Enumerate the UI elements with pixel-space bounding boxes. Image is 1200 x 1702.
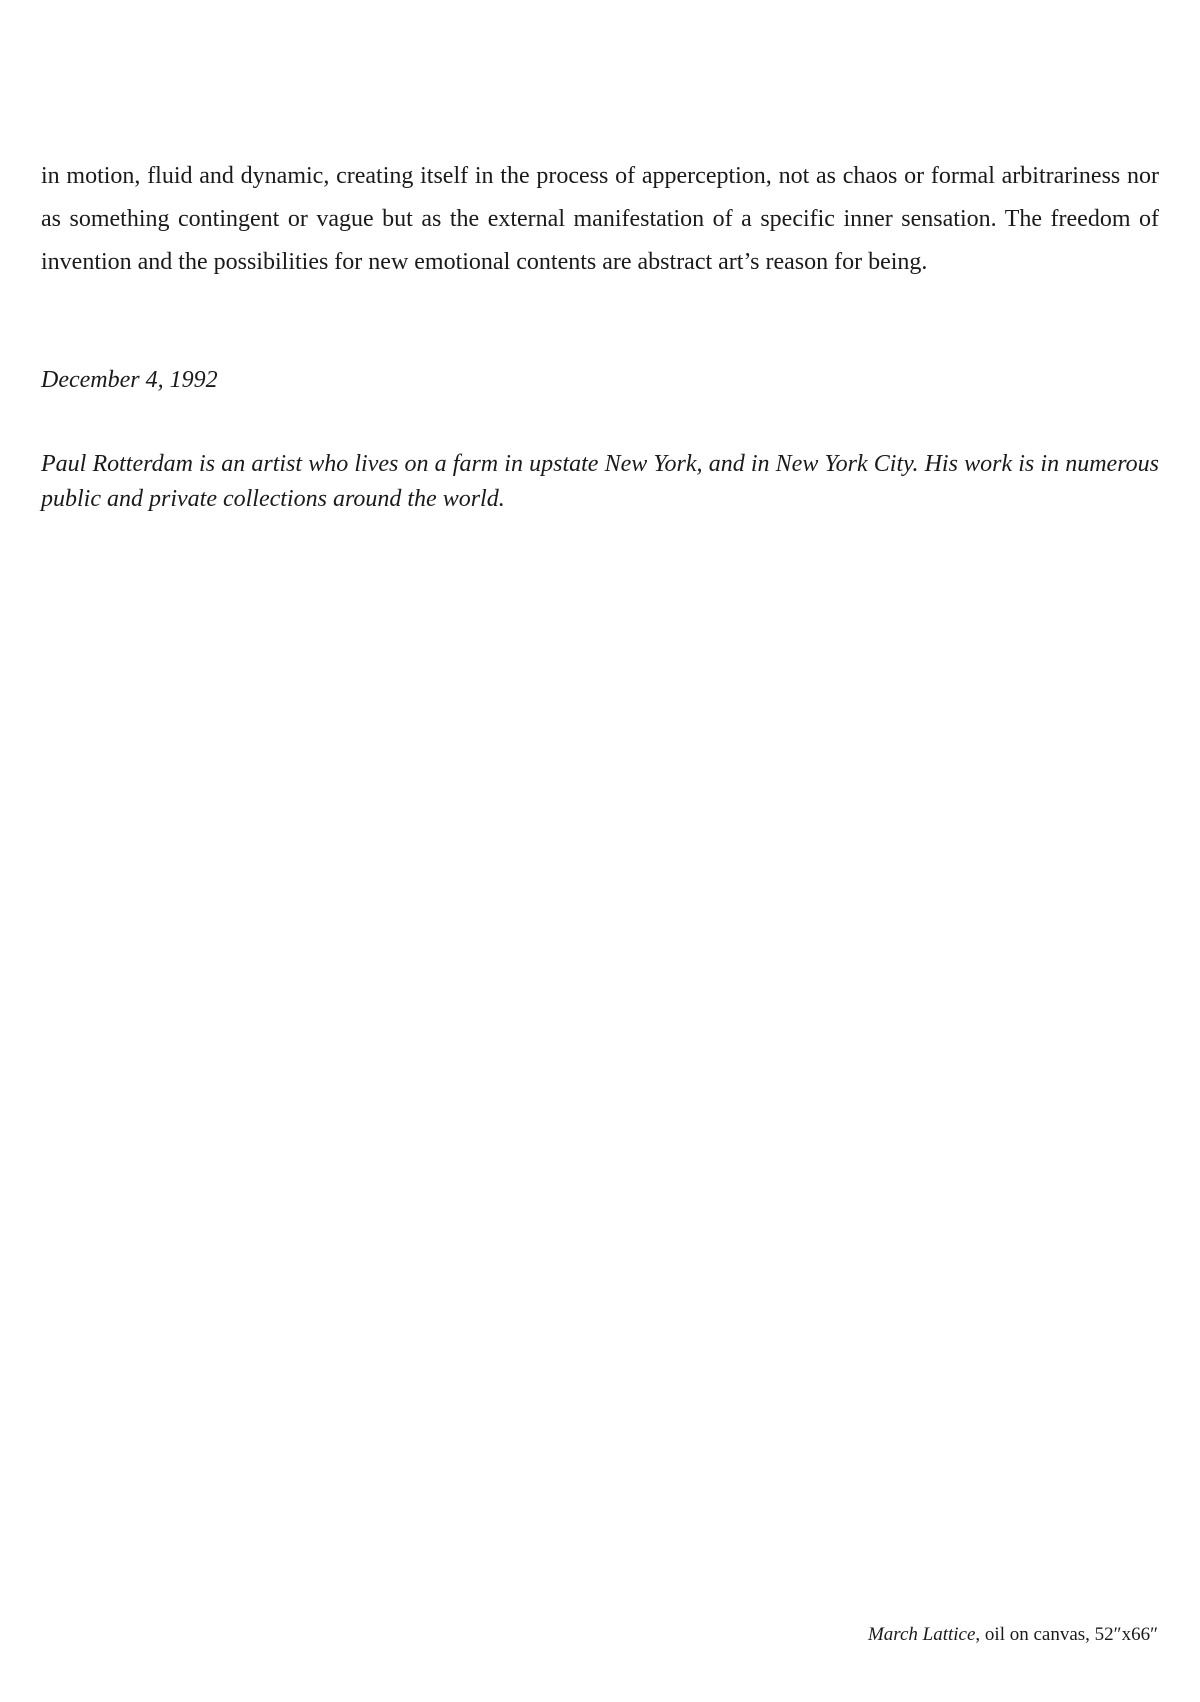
artwork-title: March Lattice — [867, 1624, 976, 1645]
essay-paragraph: in motion, fluid and dynamic, creating itself in the process of apperception, not as chaos or formal arbitrariness nor as something contingent or vague but as the external manifestation of a specific inner sensation. The freedom of invention and the possibilities for new emotional contents are abstract art’s reason for being. — [41, 163, 1159, 275]
essay-date: December 4, 1992 — [41, 367, 218, 393]
artwork-details: , oil on canvas, 52″x66″ — [975, 1624, 1158, 1645]
author-bio: Paul Rotterdam is an artist who lives on a farm in upstate New York, and in New York City. His work is in numerous public and private collections around the world. — [41, 451, 1159, 512]
artwork-caption — [868, 1623, 1158, 1647]
